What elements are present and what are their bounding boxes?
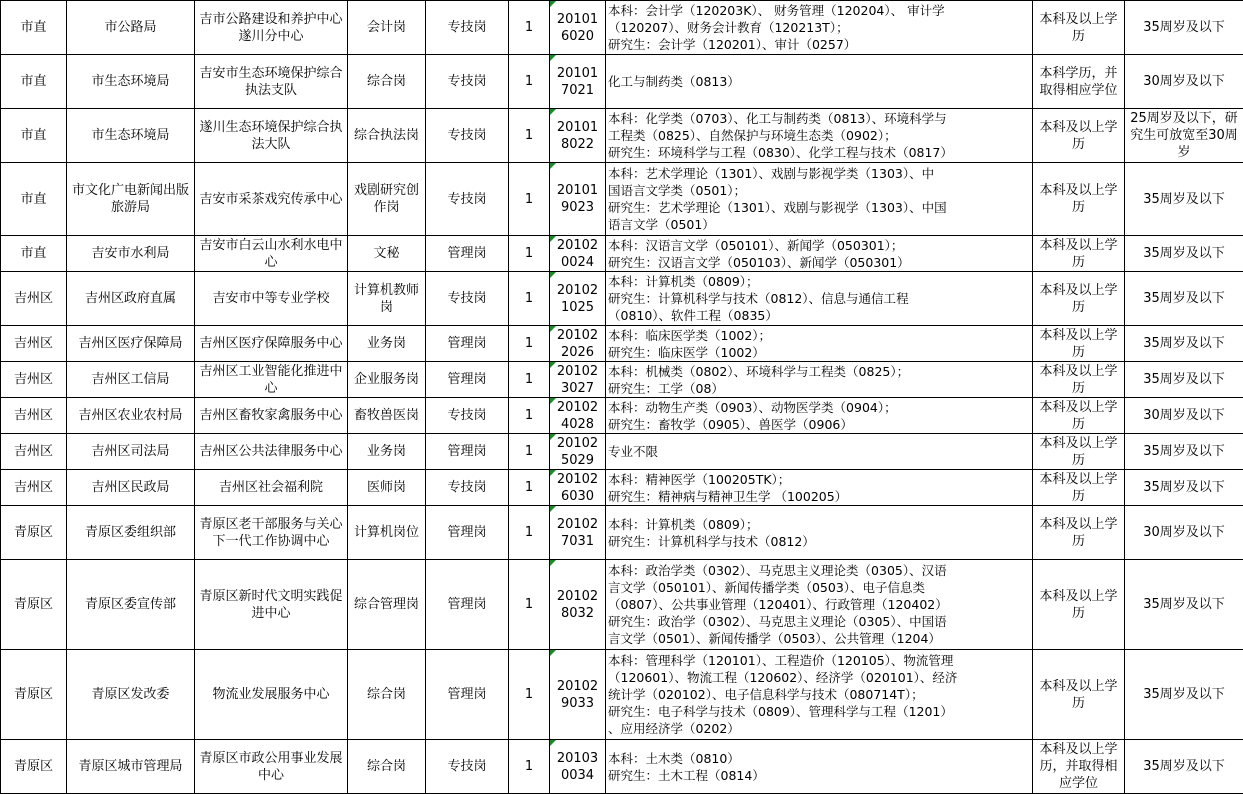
- age-cell: 35周岁及以下: [1125, 434, 1243, 470]
- education-cell: 本科及以上学历，并取得相应学位: [1033, 740, 1125, 794]
- table-row: [1, 326, 1243, 362]
- category-cell: 管理岗: [426, 362, 509, 398]
- category-cell: 专技岗: [426, 55, 509, 109]
- education-cell: 本科及以上学历: [1033, 650, 1125, 740]
- education-cell: 本科及以上学历: [1033, 326, 1125, 362]
- major-line: （120207）、财务会计教育（120213T）；: [608, 19, 1030, 36]
- region-cell: 青原区: [1, 650, 67, 740]
- category-cell: 管理岗: [426, 236, 509, 272]
- department-cell: 吉州区工信局: [67, 362, 195, 398]
- unit-cell: 吉安市白云山水利水电中心: [195, 236, 348, 272]
- region-cell: 市直: [1, 163, 67, 236]
- age-cell: 35周岁及以下: [1125, 650, 1243, 740]
- major-line: 本科：艺术学理论（1301）、戏剧与影视学类（1303）、中: [608, 165, 1030, 182]
- major-line: 研究生：计算机科学与技术（0812）: [608, 533, 1030, 550]
- position-cell: 综合岗: [348, 650, 426, 740]
- major-line: 研究生：精神病与精神卫生学 （100205）: [608, 488, 1030, 505]
- position-code-cell: 201029033: [550, 650, 606, 740]
- table-row: [1, 163, 1243, 236]
- position-cell: 综合管理岗: [348, 560, 426, 650]
- position-cell: 业务岗: [348, 326, 426, 362]
- count-cell: 1: [509, 109, 550, 163]
- major-line: 本科：政治学类（0302）、马克思主义理论类（0305）、汉语: [608, 562, 1030, 579]
- table-row: [1, 362, 1243, 398]
- count-cell: 1: [509, 272, 550, 326]
- region-cell: 吉州区: [1, 470, 67, 506]
- position-cell: 计算机岗位: [348, 506, 426, 560]
- category-cell: 管理岗: [426, 560, 509, 650]
- major-line: 研究生：畜牧学（0905）、兽医学（0906）: [608, 416, 1030, 433]
- region-cell: 市直: [1, 236, 67, 272]
- region-cell: 吉州区: [1, 398, 67, 434]
- major-requirement-cell: [606, 434, 1033, 470]
- count-cell: 1: [509, 560, 550, 650]
- education-cell: 本科学历，并取得相应学位: [1033, 55, 1125, 109]
- count-cell: 1: [509, 1, 550, 55]
- position-cell: 综合岗: [348, 55, 426, 109]
- position-cell: 医师岗: [348, 470, 426, 506]
- age-cell: 35周岁及以下: [1125, 560, 1243, 650]
- category-cell: 管理岗: [426, 650, 509, 740]
- position-cell: 综合岗: [348, 740, 426, 794]
- position-code-cell: 201018022: [550, 109, 606, 163]
- region-cell: 青原区: [1, 506, 67, 560]
- education-cell: 本科及以上学历: [1033, 236, 1125, 272]
- major-requirement-cell: [606, 326, 1033, 362]
- region-cell: 吉州区: [1, 326, 67, 362]
- category-cell: 专技岗: [426, 740, 509, 794]
- position-code-cell: 201030034: [550, 740, 606, 794]
- department-cell: 吉州区医疗保障局: [67, 326, 195, 362]
- major-line: 研究生：艺术学理论（1301）、戏剧与影视学（1303）、中国: [608, 199, 1030, 216]
- region-cell: 青原区: [1, 560, 67, 650]
- major-requirement-cell: [606, 740, 1033, 794]
- major-requirement-cell: [606, 236, 1033, 272]
- major-line: 研究生：会计学（120201）、审计（0257）: [608, 36, 1030, 53]
- position-cell: 畜牧兽医岗: [348, 398, 426, 434]
- major-line: 研究生：电子科学与技术（0809）、管理科学与工程（1201）: [608, 703, 1030, 720]
- major-requirement-cell: [606, 362, 1033, 398]
- unit-cell: 吉州区畜牧家禽服务中心: [195, 398, 348, 434]
- count-cell: 1: [509, 163, 550, 236]
- major-line: 本科：会计学（120203K）、 财务管理（120204）、 审计学: [608, 2, 1030, 19]
- education-cell: 本科及以上学历: [1033, 398, 1125, 434]
- category-cell: 专技岗: [426, 470, 509, 506]
- count-cell: 1: [509, 470, 550, 506]
- table-row: [1, 398, 1243, 434]
- category-cell: 专技岗: [426, 109, 509, 163]
- major-line: 研究生：工学（08）: [608, 380, 1030, 397]
- position-cell: 会计岗: [348, 1, 426, 55]
- position-code-cell: 201025029: [550, 434, 606, 470]
- position-cell: 计算机教师岗: [348, 272, 426, 326]
- education-cell: 本科及以上学历: [1033, 1, 1125, 55]
- position-cell: 业务岗: [348, 434, 426, 470]
- position-code-cell: 201020024: [550, 236, 606, 272]
- major-line: 研究生：汉语言文学（050103）、新闻学（050301）: [608, 254, 1030, 271]
- unit-cell: 吉安市中等专业学校: [195, 272, 348, 326]
- major-requirement-cell: [606, 109, 1033, 163]
- position-code-cell: 201016020: [550, 1, 606, 55]
- unit-cell: 青原区老干部服务与关心下一代工作协调中心: [195, 506, 348, 560]
- age-cell: 35周岁及以下: [1125, 740, 1243, 794]
- region-cell: 青原区: [1, 740, 67, 794]
- count-cell: 1: [509, 362, 550, 398]
- major-line: 研究生：临床医学（1002）: [608, 344, 1030, 361]
- table-row: [1, 55, 1243, 109]
- major-requirement-cell: [606, 55, 1033, 109]
- position-cell: 戏剧研究创作岗: [348, 163, 426, 236]
- major-line: 研究生：土木工程（0814）: [608, 767, 1030, 784]
- department-cell: 吉州区政府直属: [67, 272, 195, 326]
- department-cell: 吉州区民政局: [67, 470, 195, 506]
- position-code-cell: 201024028: [550, 398, 606, 434]
- unit-cell: 吉安市生态环境保护综合执法支队: [195, 55, 348, 109]
- education-cell: 本科及以上学历: [1033, 109, 1125, 163]
- category-cell: 专技岗: [426, 398, 509, 434]
- major-line: 工程类（0825）、自然保护与环境生态类（0902）；: [608, 127, 1030, 144]
- position-code-cell: 201026030: [550, 470, 606, 506]
- unit-cell: 青原区新时代文明实践促进中心: [195, 560, 348, 650]
- table-row: [1, 740, 1243, 794]
- age-cell: 30周岁及以下: [1125, 398, 1243, 434]
- count-cell: 1: [509, 650, 550, 740]
- position-code-cell: 201017021: [550, 55, 606, 109]
- age-cell: 35周岁及以下: [1125, 1, 1243, 55]
- department-cell: 吉州区司法局: [67, 434, 195, 470]
- major-line: 本科：管理科学（120101）、工程造价（120105）、物流管理: [608, 652, 1030, 669]
- unit-cell: 青原区市政公用事业发展中心: [195, 740, 348, 794]
- unit-cell: 物流业发展服务中心: [195, 650, 348, 740]
- major-line: （120601）、物流工程（120602）、经济学（020101）、经济: [608, 669, 1030, 686]
- department-cell: 吉州区农业农村局: [67, 398, 195, 434]
- major-requirement-cell: [606, 506, 1033, 560]
- region-cell: 市直: [1, 55, 67, 109]
- education-cell: 本科及以上学历: [1033, 470, 1125, 506]
- major-line: 本科：土木类（0810）: [608, 750, 1030, 767]
- major-requirement-cell: [606, 163, 1033, 236]
- major-line: 研究生：计算机科学与技术（0812）、信息与通信工程: [608, 290, 1030, 307]
- table-row: [1, 109, 1243, 163]
- department-cell: 市文化广电新闻出版旅游局: [67, 163, 195, 236]
- table-row: [1, 560, 1243, 650]
- position-code-cell: 201019023: [550, 163, 606, 236]
- unit-cell: 吉市公路建设和养护中心遂川分中心: [195, 1, 348, 55]
- count-cell: 1: [509, 55, 550, 109]
- education-cell: 本科及以上学历: [1033, 560, 1125, 650]
- major-requirement-cell: [606, 272, 1033, 326]
- major-line: 本科：动物生产类（0903）、动物医学类（0904）；: [608, 399, 1030, 416]
- major-line: 言文学（050101）、新闻传播学类（0503）、电子信息类: [608, 579, 1030, 596]
- department-cell: 青原区委宣传部: [67, 560, 195, 650]
- position-code-cell: 201022026: [550, 326, 606, 362]
- major-line: 、应用经济学（0202）: [608, 720, 1030, 737]
- age-cell: 35周岁及以下: [1125, 272, 1243, 326]
- major-line: 统计学（020102）、电子信息科学与技术（080714T）；: [608, 686, 1030, 703]
- unit-cell: 吉州区医疗保障服务中心: [195, 326, 348, 362]
- category-cell: 专技岗: [426, 272, 509, 326]
- unit-cell: 吉州区工业智能化推进中心: [195, 362, 348, 398]
- count-cell: 1: [509, 740, 550, 794]
- category-cell: 管理岗: [426, 506, 509, 560]
- major-requirement-cell: [606, 650, 1033, 740]
- count-cell: 1: [509, 398, 550, 434]
- department-cell: 市生态环境局: [67, 109, 195, 163]
- table-row: [1, 650, 1243, 740]
- major-line: 本科：精神医学（100205TK）；: [608, 471, 1030, 488]
- major-line: 本科：汉语言文学（050101）、新闻学（050301）；: [608, 237, 1030, 254]
- age-cell: 35周岁及以下: [1125, 470, 1243, 506]
- unit-cell: 吉安市采茶戏究传承中心: [195, 163, 348, 236]
- region-cell: 吉州区: [1, 362, 67, 398]
- position-code-cell: 201028032: [550, 560, 606, 650]
- department-cell: 市生态环境局: [67, 55, 195, 109]
- department-cell: 青原区发改委: [67, 650, 195, 740]
- age-cell: 35周岁及以下: [1125, 163, 1243, 236]
- education-cell: 本科及以上学历: [1033, 272, 1125, 326]
- major-line: 本科：化学类（0703）、化工与制药类（0813）、环境科学与: [608, 110, 1030, 127]
- category-cell: 管理岗: [426, 326, 509, 362]
- department-cell: 市公路局: [67, 1, 195, 55]
- table-row: [1, 506, 1243, 560]
- count-cell: 1: [509, 236, 550, 272]
- major-line: （0807）、公共事业管理（120401）、行政管理（120402）: [608, 596, 1030, 613]
- count-cell: 1: [509, 506, 550, 560]
- region-cell: 市直: [1, 1, 67, 55]
- position-code-cell: 201023027: [550, 362, 606, 398]
- education-cell: 本科及以上学历: [1033, 506, 1125, 560]
- unit-cell: 吉州区公共法律服务中心: [195, 434, 348, 470]
- major-line: 本科：计算机类（0809）；: [608, 273, 1030, 290]
- major-line: 本科：临床医学类（1002）；: [608, 327, 1030, 344]
- major-line: 本科：计算机类（0809）；: [608, 516, 1030, 533]
- department-cell: 吉安市水利局: [67, 236, 195, 272]
- education-cell: 本科及以上学历: [1033, 434, 1125, 470]
- position-code-cell: 201021025: [550, 272, 606, 326]
- education-cell: 本科及以上学历: [1033, 163, 1125, 236]
- major-line: 化工与制药类（0813）: [608, 73, 1030, 90]
- major-line: 言文学（0501）、新闻传播学（0503）、公共管理（1204）: [608, 630, 1030, 647]
- age-cell: 25周岁及以下，研究生可放宽至30周岁: [1125, 109, 1243, 163]
- major-requirement-cell: [606, 398, 1033, 434]
- age-cell: 30周岁及以下: [1125, 55, 1243, 109]
- age-cell: 35周岁及以下: [1125, 236, 1243, 272]
- age-cell: 35周岁及以下: [1125, 362, 1243, 398]
- age-cell: 35周岁及以下: [1125, 326, 1243, 362]
- major-line: 本科：机械类（0802）、环境科学与工程类（0825）；: [608, 363, 1030, 380]
- position-cell: 综合执法岗: [348, 109, 426, 163]
- region-cell: 吉州区: [1, 434, 67, 470]
- major-line: （0810）、软件工程（0835）: [608, 307, 1030, 324]
- table-row: [1, 236, 1243, 272]
- major-line: 专业不限: [608, 443, 1030, 460]
- education-cell: 本科及以上学历: [1033, 362, 1125, 398]
- major-requirement-cell: [606, 560, 1033, 650]
- category-cell: 专技岗: [426, 1, 509, 55]
- category-cell: 管理岗: [426, 434, 509, 470]
- major-line: 国语言文学类（0501）；: [608, 182, 1030, 199]
- unit-cell: 遂川生态环境保护综合执法大队: [195, 109, 348, 163]
- count-cell: 1: [509, 434, 550, 470]
- table-row: [1, 272, 1243, 326]
- position-cell: 企业服务岗: [348, 362, 426, 398]
- table-row: [1, 434, 1243, 470]
- position-cell: 文秘: [348, 236, 426, 272]
- major-line: 研究生：政治学（0302）、马克思主义理论（0305）、中国语: [608, 613, 1030, 630]
- position-code-cell: 201027031: [550, 506, 606, 560]
- major-line: 研究生：环境科学与工程（0830）、化学工程与技术（0817）: [608, 144, 1030, 161]
- department-cell: 青原区委组织部: [67, 506, 195, 560]
- region-cell: 市直: [1, 109, 67, 163]
- major-requirement-cell: [606, 1, 1033, 55]
- category-cell: 专技岗: [426, 163, 509, 236]
- department-cell: 青原区城市管理局: [67, 740, 195, 794]
- region-cell: 吉州区: [1, 272, 67, 326]
- table-body: [1, 1, 1243, 794]
- unit-cell: 吉州区社会福利院: [195, 470, 348, 506]
- count-cell: 1: [509, 326, 550, 362]
- table-row: [1, 470, 1243, 506]
- age-cell: 30周岁及以下: [1125, 506, 1243, 560]
- major-line: 语言文学（0501）: [608, 216, 1030, 233]
- major-requirement-cell: [606, 470, 1033, 506]
- table-row: [1, 1, 1243, 55]
